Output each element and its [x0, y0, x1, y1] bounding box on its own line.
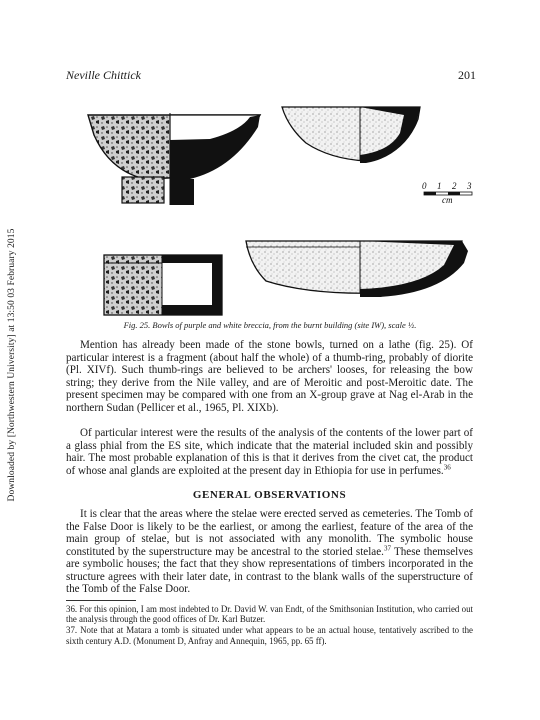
download-watermark-text: Downloaded by [Northwestern University] at 13:50 03 February 2015: [7, 228, 17, 502]
footnote-ref-37[interactable]: 37: [383, 543, 391, 552]
scale-unit: cm: [442, 195, 453, 205]
footnote-37: 37. Note that at Matara a tomb is situated under what appears to be an actual house, tentatively ascribed to the sixth century A.D. (Monument D, Anfray and Annequin, 1965, pp. 65 ff).: [66, 625, 473, 646]
paragraph-cemeteries: [66, 508, 473, 596]
footnote-36: 36. For this opinion, I am most indebted to Dr. David W. van Endt, of the Smithsonian Institution, who carried out the analysis through the good offices of Dr. Karl Butzer.: [66, 604, 473, 625]
paragraph-2-text: Of particular interest were the results of the analysis of the contents of the lower part of a glass phial from the ES site, which indicate that the material included skin and possibly hair. The most probable explanation of this is that it derives from the civet cat, the product of whose anal glands are exploited at the present day in Ethiopia for use in perfumes.: [66, 427, 473, 477]
section-heading: GENERAL OBSERVATIONS: [192, 489, 347, 501]
figure-25: [60, 95, 480, 325]
scale-label-1: 1: [437, 181, 442, 191]
figure-caption: Fig. 25. Bowls of purple and white breccia, from the burnt building (site IW), scale ½.: [123, 320, 417, 330]
bowl-2-drawing: [282, 107, 420, 163]
scale-label-3: 3: [467, 181, 472, 191]
paragraph-stone-bowls: [66, 339, 473, 414]
bowl-3-drawing: [104, 255, 222, 315]
paragraph-3-text-part2: These themselves are symbolic houses; the fact that they show representations of timbers incorporated in the structure agrees with their later date, in contrast to the blank walls of the superstructure of the Tomb of the False Door.: [66, 545, 473, 595]
download-watermark: [2, 100, 22, 630]
paragraph-3-text-part1: It is clear that the areas where the stelae were erected served as cemeteries. The Tomb of the False Door is likely to be the earliest, or among the earliest, feature of the area of the main group of stelae, but is not associated with any monolith. The symbolic house constituted by the superstructure may be ancestral to the storied stelae.: [66, 508, 473, 558]
scale-label-0: 0: [422, 181, 427, 191]
footnote-divider: [66, 600, 136, 601]
paragraph-1-text: Mention has already been made of the stone bowls, turned on a lathe (fig. 25). Of particular interest is a fragment (about half the whole) of a thumb-ring, probably of diorite (Pl. XIVf). Such thumb-rings are believed to be archers' looses, for releasing the bow string; they derive from the Nile valley, and are of Meroitic and post-Meroitic date. The present specimen may be compared with one from an X-group grave at Nag el-Arab in the northern Sudan (Pellicer et al., 1965, Pl. XIXb).: [66, 339, 473, 414]
running-header-author: Neville Chittick: [66, 68, 141, 82]
page-number: 201: [458, 68, 476, 82]
footnotes: [66, 604, 473, 647]
scale-bar: [422, 181, 472, 205]
bowl-1-drawing: [88, 113, 260, 205]
bowl-drawings: [60, 95, 480, 325]
footnote-ref-36[interactable]: 36: [443, 462, 451, 471]
paragraph-glass-phial: [66, 427, 473, 477]
bowl-4-drawing: [246, 241, 468, 297]
scale-label-2: 2: [452, 181, 457, 191]
